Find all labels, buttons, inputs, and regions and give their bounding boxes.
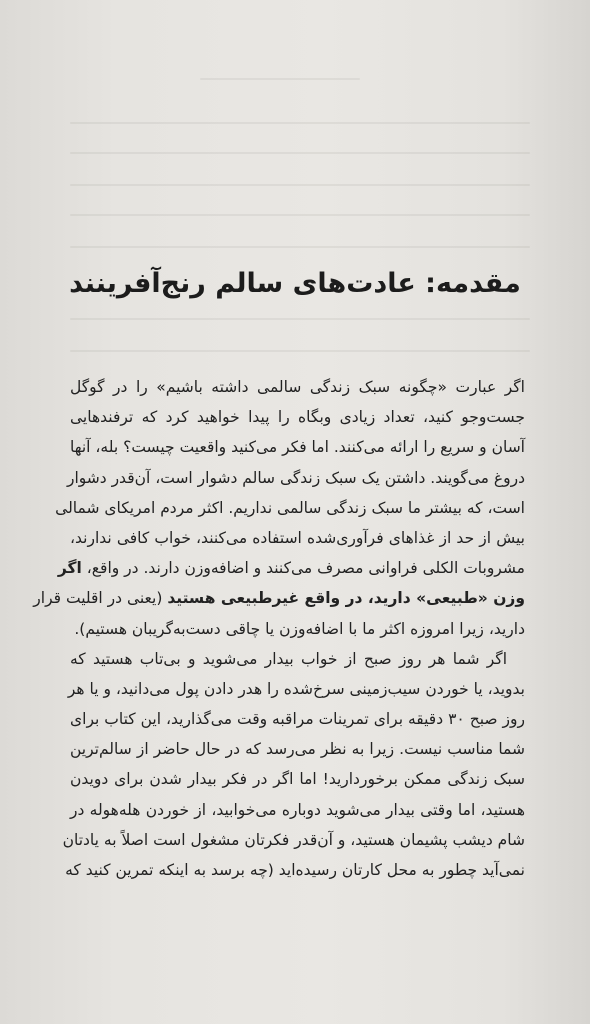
text-line: جست‌وجو کنید، تعداد زیادی وبگاه را پیدا خواهید کرد که ترفندهایی — [70, 408, 525, 427]
text-line: مشروبات الکلی فراوانی مصرف می‌کنند و اضافه‌وزن دارند. در واقع، اگر — [57, 559, 525, 578]
bold-emphasis: وزن «طبیعی» دارید، در واقع غیرطبیعی هستید — [167, 589, 525, 608]
text-line: اگر شما هر روز صبح از خواب بیدار می‌شوید و بی‌تاب هستید که — [70, 649, 507, 668]
text-line: بدوید، یا خوردن سیب‌زمینی سرخ‌شده را هدر دادن پول می‌دانید، و یا هر — [67, 679, 525, 698]
text-line: شما مناسب نیست. زیرا به نظر می‌رسد که در حال حاضر از سالم‌ترین — [70, 740, 525, 759]
paragraph-1 — [33, 372, 525, 644]
text-line: دروغ می‌گویند. داشتن یک سبک زندگی سالم دشوار است، آن‌قدر دشوار — [66, 468, 525, 487]
bleed-through-line — [70, 318, 530, 320]
text-line: است، که بیشتر ما سبک زندگی سالمی نداریم. اکثر مردم امریکای شمالی — [55, 498, 525, 517]
body-text — [33, 372, 525, 885]
bleed-through-line — [200, 78, 360, 80]
text-line: هستید، اما وقتی بیدار می‌شوید دوباره می‌خوابید، از خوردن هله‌هوله در — [70, 800, 525, 819]
text-line: اگر عبارت «چگونه سبک زندگی سالمی داشته باشیم» را در گوگل — [70, 378, 525, 396]
text-line: روز صبح ۳۰ دقیقه برای تمرینات مراقبه وقت می‌گذارید، این کتاب برای — [70, 710, 525, 729]
bleed-through-line — [70, 122, 530, 124]
bleed-through-line — [70, 184, 530, 186]
text-line: دارید، زیرا امروزه اکثر ما با اضافه‌وزن یا چاقی دست‌به‌گریبان هستیم). — [74, 619, 525, 638]
bleed-through-line — [70, 214, 530, 216]
bleed-through-line — [70, 152, 530, 154]
paragraph-2 — [62, 644, 525, 886]
text-line: وزن «طبیعی» دارید، در واقع غیرطبیعی هستید (یعنی در اقلیت قرار — [33, 589, 525, 608]
text-line: شام دیشب پشیمان هستید، و آن‌قدر فکرتان مشغول است اصلاً به یادتان — [62, 830, 525, 849]
text-line: آسان و سریع را ارائه می‌کنند. اما فکر می‌کنید واقعیت چیست؟ بله، آنها — [70, 438, 525, 457]
text-line: سبک زندگی ممکن برخوردارید! اما اگر در فکر بیدار شدن برای دویدن — [70, 770, 525, 789]
chapter-title: مقدمه: عادت‌های سالم رنج‌آفرینند — [69, 268, 521, 299]
bold-emphasis: اگر — [57, 559, 82, 578]
bleed-through-line — [70, 350, 530, 352]
text-line: نمی‌آید چطور به محل کارتان رسیده‌اید (چه برسد به اینکه تمرین کنید که — [65, 861, 525, 879]
bleed-through-line — [70, 246, 530, 248]
text-line: بیش از حد از غذاهای فرآوری‌شده استفاده می‌کنند، خواب کافی ندارند، — [70, 528, 525, 547]
